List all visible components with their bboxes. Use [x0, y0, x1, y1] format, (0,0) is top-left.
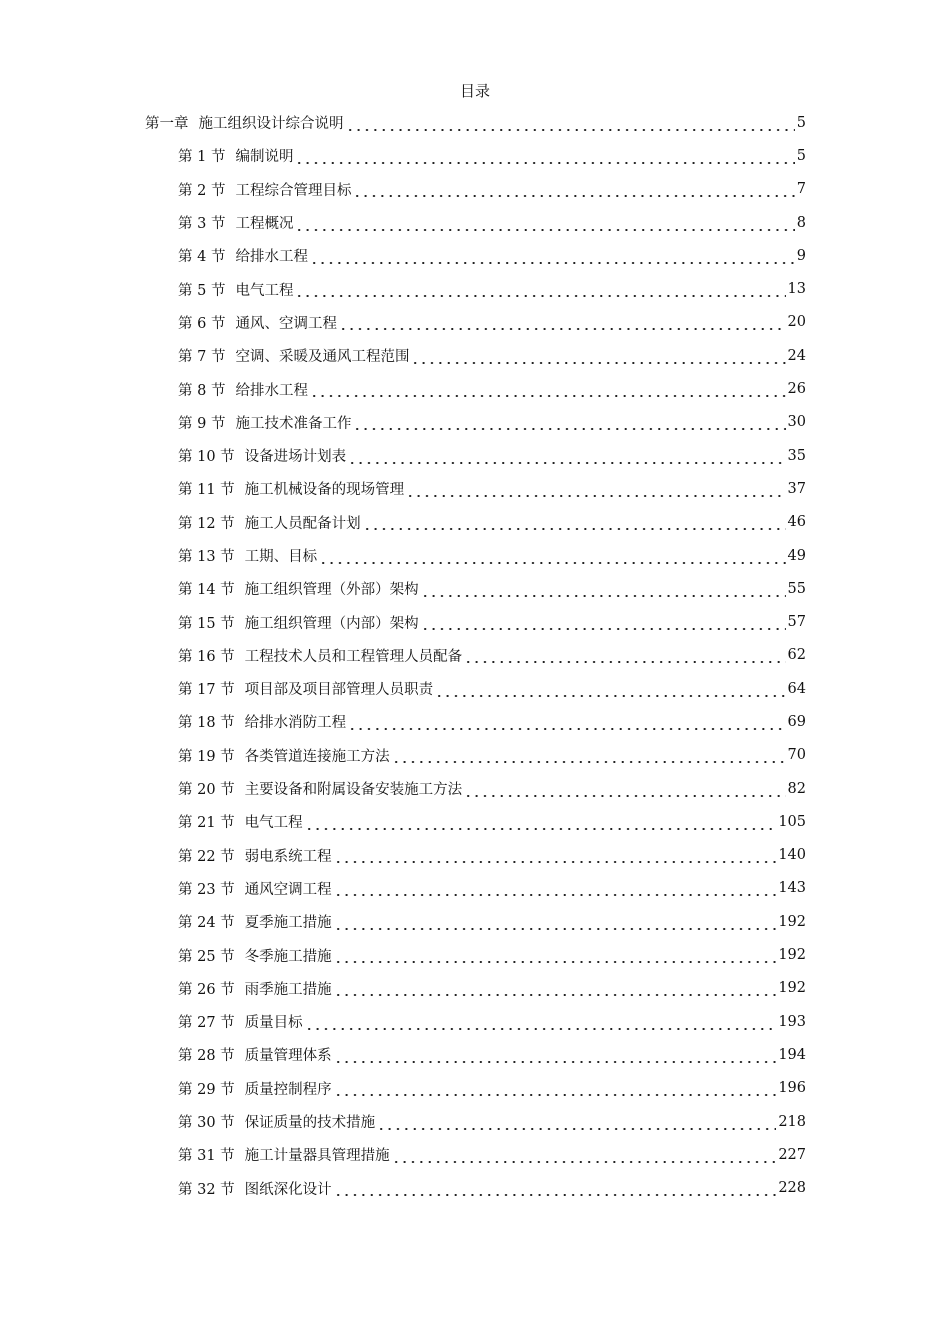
toc-entry-number: 第 12 节: [178, 515, 235, 532]
toc-entry-label: [178, 345, 409, 366]
toc-entry-label: [145, 112, 344, 133]
toc-entry-page: 218: [778, 1113, 806, 1130]
toc-entry-label: [178, 978, 332, 999]
toc-entry-title: 质量管理体系: [244, 1048, 332, 1065]
toc-entry-page: 227: [778, 1146, 806, 1163]
toc-entry-label: [178, 1044, 332, 1065]
toc-entry-number: 第 1 节: [178, 149, 226, 166]
dot-leader: [353, 184, 794, 198]
toc-entry-page: 8: [796, 214, 806, 231]
toc-entry-title: 给排水工程: [235, 382, 308, 399]
toc-entry-label: [178, 1144, 390, 1165]
toc-section-entry[interactable]: [0, 239, 806, 272]
toc-entry-number: 第 7 节: [178, 349, 226, 366]
dot-leader: [310, 251, 795, 265]
toc-entry-page: 5: [796, 114, 806, 131]
toc-entry-number: 第 32 节: [178, 1181, 235, 1198]
toc-entry-title: 质量控制程序: [244, 1081, 332, 1098]
toc-entry-number: 第 30 节: [178, 1115, 235, 1132]
toc-entry-label: [178, 578, 419, 599]
toc-entry-label: [178, 179, 351, 200]
toc-entry-number: 第 15 节: [178, 615, 235, 632]
toc-entry-page: 26: [787, 381, 806, 398]
toc-entry-title: 施工计量器具管理措施: [244, 1148, 390, 1165]
toc-section-entry[interactable]: [0, 639, 806, 672]
toc-entry-page: 196: [778, 1080, 806, 1097]
toc-entry-page: 7: [796, 181, 806, 198]
toc-entry-title: 给排水消防工程: [244, 715, 347, 732]
toc-entry-number: 第 9 节: [178, 415, 226, 432]
toc-title: 目录: [459, 82, 490, 100]
toc-section-entry[interactable]: [0, 1172, 806, 1205]
toc-entry-number: 第 18 节: [178, 715, 235, 732]
toc-entry-number: 第 8 节: [178, 382, 226, 399]
toc-entry-number: 第 29 节: [178, 1081, 235, 1098]
toc-entry-title: 施工技术准备工作: [235, 415, 352, 432]
dot-leader: [363, 517, 786, 531]
toc-entry-number: 第 14 节: [178, 582, 235, 599]
dot-leader: [421, 617, 786, 631]
toc-section-entry[interactable]: [0, 206, 806, 239]
dot-leader: [339, 317, 786, 331]
toc-entry-number: 第 3 节: [178, 216, 226, 233]
toc-entry-label: [178, 445, 346, 466]
dot-leader: [334, 1050, 777, 1064]
toc-entry-title: 雨季施工措施: [244, 981, 332, 998]
toc-entry-number: 第 17 节: [178, 682, 235, 699]
dot-leader: [406, 484, 785, 498]
toc-section-entry[interactable]: [0, 739, 806, 772]
toc-section-entry[interactable]: [0, 439, 806, 472]
toc-section-entry[interactable]: [0, 1072, 806, 1105]
toc-entry-number: 第 31 节: [178, 1148, 235, 1165]
toc-section-entry[interactable]: [0, 406, 806, 439]
toc-entry-label: [178, 379, 308, 400]
toc-entry-label: [178, 245, 308, 266]
toc-entry-page: 46: [787, 514, 806, 531]
toc-entry-number: 第 16 节: [178, 648, 235, 665]
toc-section-entry[interactable]: [0, 1005, 806, 1038]
toc-entry-label: [178, 478, 404, 499]
toc-entry-label: [178, 1011, 303, 1032]
toc-section-entry[interactable]: [0, 905, 806, 938]
toc-entry-number: 第 6 节: [178, 315, 226, 332]
toc-entry-label: [178, 412, 351, 433]
toc-entry-title: 各类管道连接施工方法: [244, 748, 390, 765]
dot-leader: [392, 750, 786, 764]
toc-entry-page: 194: [778, 1046, 806, 1063]
toc-entry-page: 64: [787, 680, 806, 697]
toc-section-entry[interactable]: [0, 672, 806, 705]
toc-entry-title: 主要设备和附属设备安装施工方法: [244, 782, 463, 799]
toc-entry-number: 第 13 节: [178, 549, 235, 565]
toc-entry-page: 192: [778, 947, 806, 964]
toc-entry-title: 电气工程: [244, 815, 303, 832]
toc-section-entry[interactable]: [0, 339, 806, 372]
toc-entry-number: 第 26 节: [178, 981, 235, 998]
toc-section-entry[interactable]: [0, 272, 806, 305]
toc-entry-title: 工程概况: [235, 216, 294, 233]
toc-entry-label: [178, 545, 317, 566]
dot-leader: [305, 1017, 777, 1031]
toc-entry-number: 第 4 节: [178, 249, 226, 266]
toc-section-entry[interactable]: [0, 539, 806, 572]
toc-entry-title: 夏季施工措施: [244, 915, 332, 932]
dot-leader: [319, 551, 785, 565]
dot-leader: [411, 351, 785, 365]
toc-entry-title: 保证质量的技术措施: [244, 1115, 376, 1132]
dot-leader: [334, 917, 777, 931]
toc-entry-title: 质量目标: [244, 1015, 303, 1032]
toc-section-entry[interactable]: [0, 139, 806, 172]
toc-entry-page: 193: [778, 1013, 806, 1030]
dot-leader: [310, 384, 786, 398]
toc-entry-number: 第 22 节: [178, 848, 235, 865]
toc-section-entry[interactable]: [0, 805, 806, 838]
toc-entry-label: [178, 878, 332, 899]
toc-entry-number: 第 24 节: [178, 915, 235, 932]
table-of-contents: [0, 106, 950, 1205]
toc-entry-page: 143: [778, 880, 806, 897]
toc-entry-label: [178, 279, 293, 300]
toc-entry-page: 37: [787, 480, 806, 497]
toc-section-entry[interactable]: [0, 772, 806, 805]
toc-entry-page: 62: [787, 647, 806, 664]
dot-leader: [295, 151, 794, 165]
toc-entry-label: [178, 512, 361, 533]
toc-entry-label: [178, 711, 346, 732]
toc-section-entry[interactable]: [0, 872, 806, 905]
toc-entry-page: 30: [787, 414, 806, 431]
toc-entry-label: [178, 212, 293, 233]
toc-entry-page: 70: [787, 747, 806, 764]
toc-entry-title: 施工机械设备的现场管理: [244, 482, 405, 499]
toc-entry-title: 冬季施工措施: [244, 948, 332, 965]
toc-entry-number: 第 28 节: [178, 1048, 235, 1065]
toc-entry-page: 192: [778, 913, 806, 930]
dot-leader: [421, 584, 786, 598]
toc-entry-title: 设备进场计划表: [244, 449, 347, 466]
toc-section-entry[interactable]: [0, 1138, 806, 1171]
toc-entry-label: [178, 945, 332, 966]
dot-leader: [464, 784, 785, 798]
toc-entry-label: [178, 845, 332, 866]
toc-section-entry[interactable]: [0, 839, 806, 872]
dot-leader: [334, 883, 777, 897]
toc-entry-page: 20: [787, 314, 806, 331]
toc-entry-label: [178, 778, 462, 799]
toc-entry-page: 55: [787, 580, 806, 597]
toc-section-entry[interactable]: [0, 705, 806, 738]
dot-leader: [334, 1183, 777, 1197]
toc-entry-page: 35: [787, 447, 806, 464]
toc-entry-page: 9: [796, 247, 806, 264]
toc-entry-title: 施工人员配备计划: [244, 515, 361, 532]
toc-entry-title: 通风、空调工程: [235, 315, 337, 332]
dot-leader: [295, 218, 794, 232]
dot-leader: [346, 118, 795, 132]
toc-entry-title: 图纸深化设计: [244, 1181, 332, 1198]
toc-entry-label: [178, 1078, 332, 1099]
dot-leader: [377, 1117, 776, 1131]
dot-leader: [334, 1083, 777, 1097]
toc-section-entry[interactable]: [0, 173, 806, 206]
toc-entry-label: [178, 745, 390, 766]
toc-entry-page: 82: [787, 780, 806, 797]
toc-entry-title: 电气工程: [235, 282, 294, 299]
dot-leader: [353, 417, 785, 431]
toc-entry-title: 施工组织管理（外部）架构: [244, 582, 419, 599]
toc-entry-number: 第 21 节: [178, 815, 235, 832]
toc-entry-title: 工程综合管理目标: [235, 182, 352, 199]
toc-entry-number: 第 25 节: [178, 948, 235, 965]
toc-entry-label: [178, 1178, 332, 1199]
toc-entry-title: 通风空调工程: [244, 881, 332, 898]
toc-entry-title: 施工组织设计综合说明: [198, 116, 344, 133]
toc-entry-number: 第 10 节: [178, 449, 235, 466]
dot-leader: [334, 850, 777, 864]
toc-section-entry[interactable]: [0, 938, 806, 971]
toc-entry-page: 24: [787, 347, 806, 364]
toc-entry-number: 第 23 节: [178, 881, 235, 898]
toc-entry-page: 105: [778, 813, 806, 830]
toc-section-entry[interactable]: [0, 972, 806, 1005]
dot-leader: [334, 950, 777, 964]
toc-entry-title: 项目部及项目部管理人员职责: [244, 682, 434, 699]
toc-section-entry[interactable]: [0, 1038, 806, 1071]
toc-entry-page: 49: [787, 547, 806, 564]
toc-entry-number: 第 2 节: [178, 182, 226, 199]
dot-leader: [295, 284, 785, 298]
toc-entry-label: [178, 312, 337, 333]
toc-entry-label: [178, 1111, 375, 1132]
toc-entry-number: 第一章: [145, 116, 189, 133]
toc-entry-number: 第 5 节: [178, 282, 226, 299]
toc-entry-title: 工期、目标: [244, 549, 318, 565]
toc-entry-label: [178, 678, 433, 699]
toc-entry-title: 施工组织管理（内部）架构: [244, 615, 419, 632]
toc-section-entry[interactable]: [0, 306, 806, 339]
toc-entry-number: 第 27 节: [178, 1015, 235, 1032]
toc-entry-number: 第 20 节: [178, 782, 235, 799]
toc-section-entry[interactable]: [0, 1105, 806, 1138]
toc-entry-label: [178, 911, 332, 932]
toc-entry-label: [178, 645, 462, 666]
dot-leader: [305, 817, 777, 831]
toc-entry-label: [178, 145, 293, 166]
toc-entry-label: [178, 612, 419, 633]
toc-entry-page: 228: [778, 1180, 806, 1197]
toc-section-entry[interactable]: [0, 572, 806, 605]
toc-entry-number: 第 19 节: [178, 748, 235, 765]
toc-entry-page: 13: [787, 281, 806, 298]
toc-entry-label: [178, 811, 303, 832]
toc-entry-title: 给排水工程: [235, 249, 308, 266]
toc-section-entry[interactable]: [0, 472, 806, 505]
toc-entry-title: 工程技术人员和工程管理人员配备: [244, 648, 463, 665]
toc-section-entry[interactable]: [0, 372, 806, 405]
dot-leader: [464, 650, 785, 664]
toc-entry-number: 第 11 节: [178, 482, 235, 499]
dot-leader: [348, 451, 785, 465]
toc-entry-page: 5: [796, 147, 806, 164]
toc-entry-page: 192: [778, 980, 806, 997]
toc-entry-title: 空调、采暖及通风工程范围: [235, 349, 410, 366]
toc-entry-page: 57: [787, 614, 806, 631]
toc-entry-title: 编制说明: [235, 149, 294, 166]
dot-leader: [334, 983, 777, 997]
toc-entry-title: 弱电系统工程: [244, 848, 332, 865]
toc-section-entry[interactable]: [0, 506, 806, 539]
toc-chapter-entry[interactable]: [0, 106, 806, 139]
toc-section-entry[interactable]: [0, 605, 806, 638]
dot-leader: [392, 1150, 777, 1164]
toc-entry-page: 140: [778, 847, 806, 864]
dot-leader: [348, 717, 785, 731]
dot-leader: [435, 684, 785, 698]
toc-entry-page: 69: [787, 713, 806, 730]
